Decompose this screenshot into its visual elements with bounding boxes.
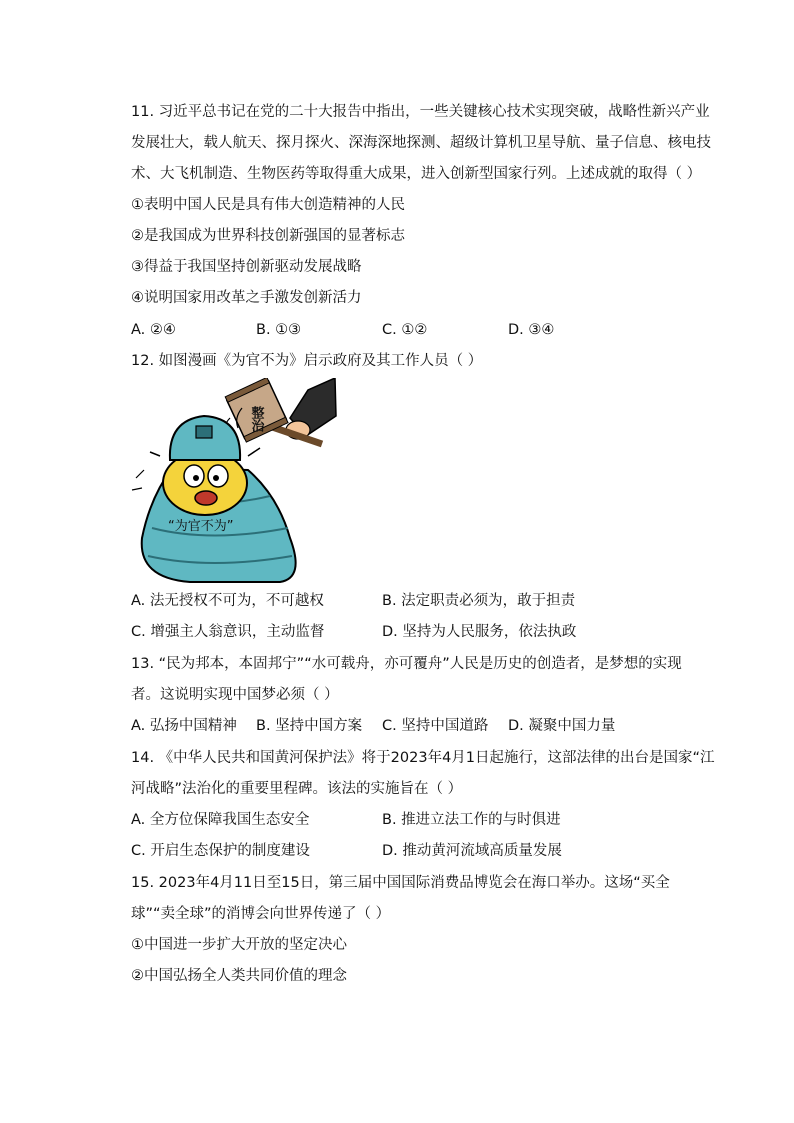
q14-stem-line-2: 河战略”法治化的重要里程碑。该法的实施旨在（ ） (131, 781, 463, 797)
cartoon-image (130, 378, 340, 586)
q14-option-d[interactable]: D. 推动黄河流域高质量发展 (382, 843, 562, 859)
q13-stem-line-1: 13. “民为邦本，本固邦宁”“水可载舟，亦可覆舟”人民是历史的创造者，是梦想的实现 (131, 656, 682, 672)
q12-option-d[interactable]: D. 坚持为人民服务，依法执政 (382, 624, 577, 640)
q11-option-c[interactable]: C. ①② (382, 322, 428, 338)
hammer-label: 整治 (248, 406, 264, 432)
q12-option-c[interactable]: C. 增强主人翁意识，主动监督 (131, 624, 325, 640)
q11-stem-line-3: 术、大飞机制造、生物医药等取得重大成果，进入创新型国家行列。上述成就的取得（ ） (131, 166, 702, 182)
q15-stem-line-1: 15. 2023年4月11日至15日，第三届中国国际消费品博览会在海口举办。这场“买全 (131, 875, 670, 891)
q13-stem-line-2: 者。这说明实现中国梦必须（ ） (131, 687, 339, 703)
q12-option-b[interactable]: B. 法定职责必须为，敢于担责 (382, 593, 576, 609)
q11-stem-line-1: 11. 习近平总书记在党的二十大报告中指出，一些关键核心技术实现突破，战略性新兴产业 (131, 104, 710, 120)
q11-stem-line-2: 发展壮大，载人航天、探月探火、深海深地探测、超级计算机卫星导航、量子信息、核电技 (131, 135, 711, 151)
q13-option-b[interactable]: B. 坚持中国方案 (256, 718, 363, 734)
q11-statement-3: ③得益于我国坚持创新驱动发展战略 (131, 259, 362, 275)
q13-option-a[interactable]: A. 弘扬中国精神 (131, 718, 237, 734)
q11-statement-4: ④说明国家用改革之手激发创新活力 (131, 290, 362, 306)
q14-option-b[interactable]: B. 推进立法工作的与时俱进 (382, 812, 561, 828)
q14-stem-line-1: 14. 《中华人民共和国黄河保护法》将于2023年4月1日起施行，这部法律的出台是国家“江 (131, 750, 715, 766)
q15-stem-line-2: 球”“卖全球”的消博会向世界传递了（ ） (131, 906, 391, 922)
q12-stem-line-1: 12. 如图漫画《为官不为》启示政府及其工作人员（ ） (131, 353, 483, 369)
q11-statement-2: ②是我国成为世界科技创新强国的显著标志 (131, 228, 405, 244)
q11-statement-1: ①表明中国人民是具有伟大创造精神的人民 (131, 197, 405, 213)
q11-option-d[interactable]: D. ③④ (508, 322, 555, 338)
q15-statement-1: ①中国进一步扩大开放的坚定决心 (131, 937, 347, 953)
q15-statement-2: ②中国弘扬全人类共同价值的理念 (131, 968, 347, 984)
q14-option-a[interactable]: A. 全方位保障我国生态安全 (131, 812, 310, 828)
cartoon-body-label: “为官不为” (168, 519, 234, 534)
q13-option-c[interactable]: C. 坚持中国道路 (382, 718, 489, 734)
q11-option-b[interactable]: B. ①③ (256, 322, 302, 338)
q14-option-c[interactable]: C. 开启生态保护的制度建设 (131, 843, 310, 859)
q12-option-a[interactable]: A. 法无授权不可为，不可越权 (131, 593, 324, 609)
q11-option-a[interactable]: A. ②④ (131, 322, 176, 338)
q13-option-d[interactable]: D. 凝聚中国力量 (508, 718, 616, 734)
